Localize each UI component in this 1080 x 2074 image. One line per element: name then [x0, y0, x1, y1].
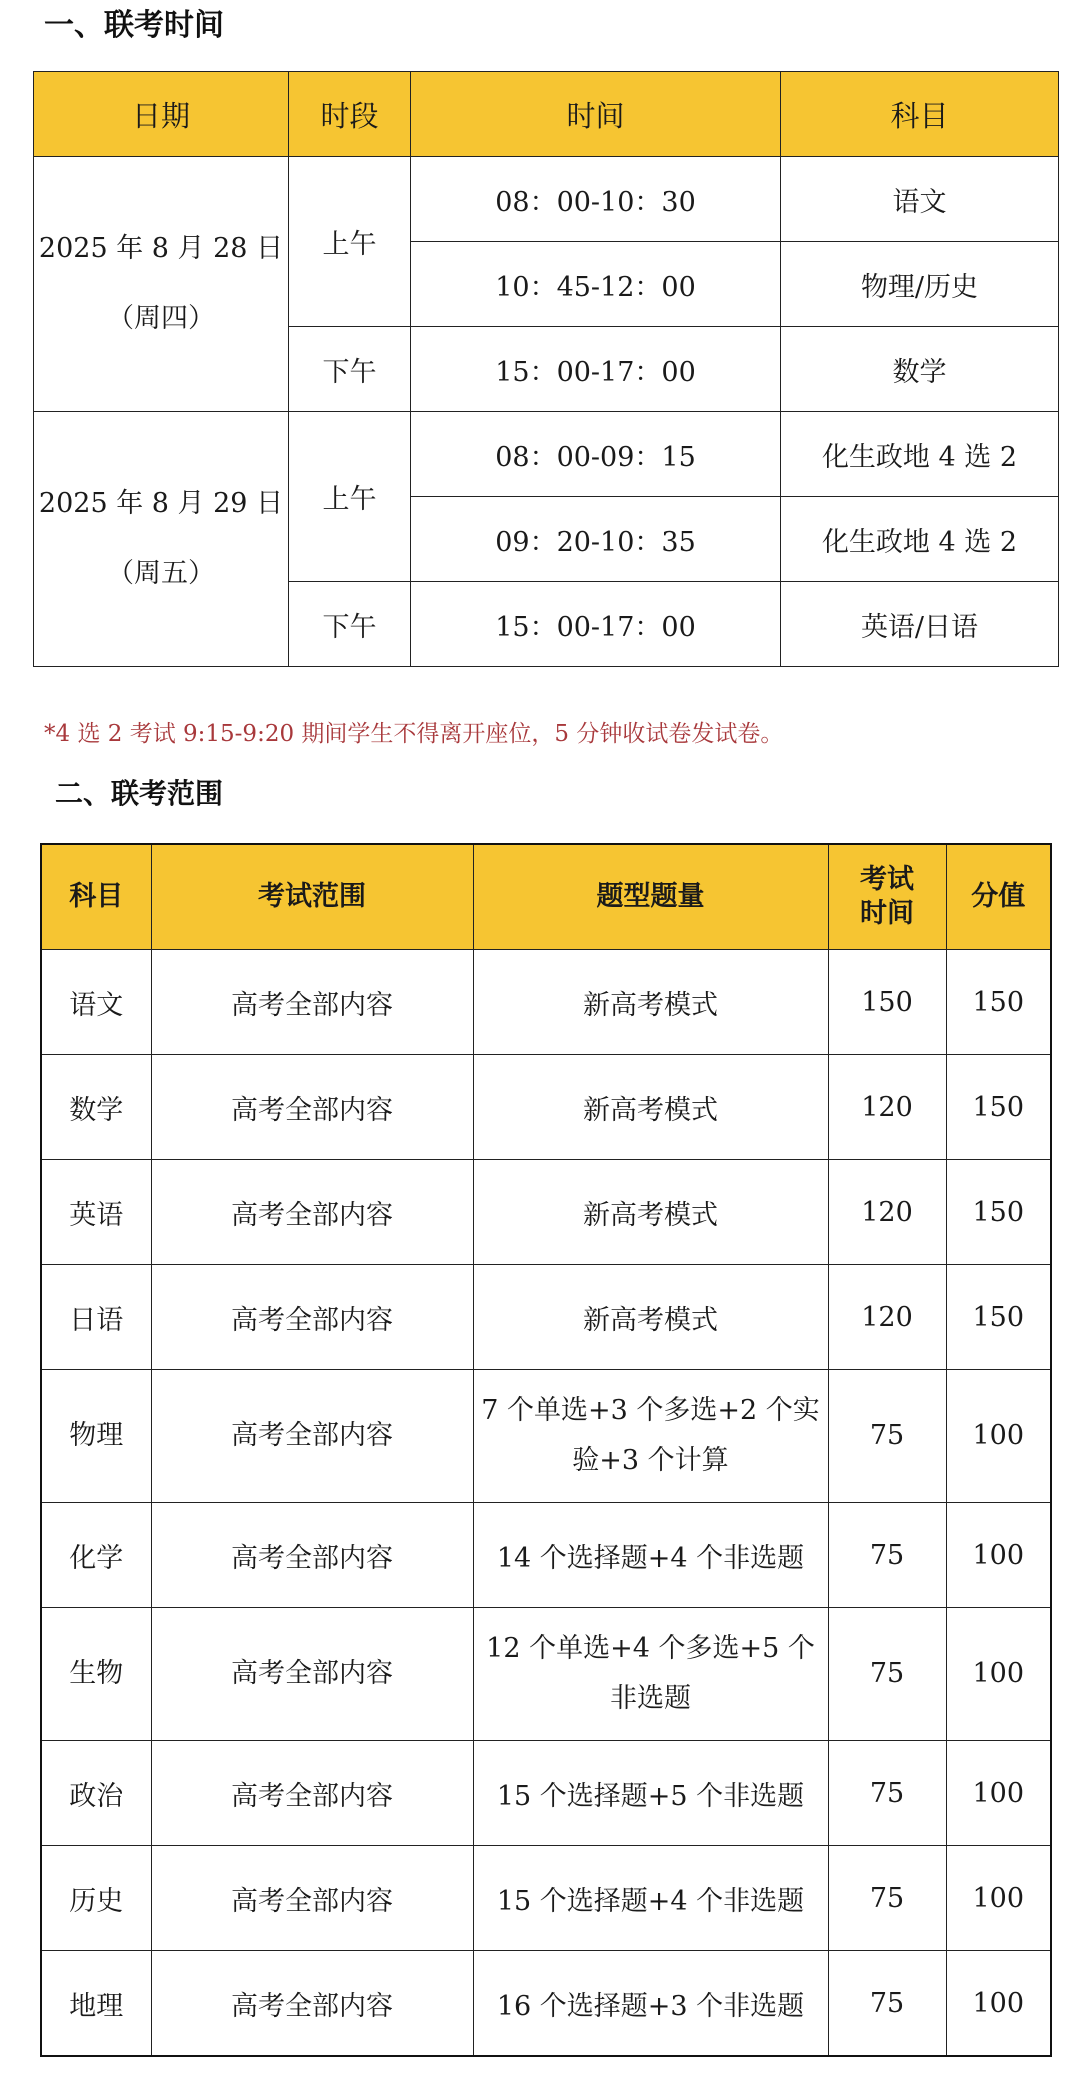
subject-cell: 物理/历史 — [781, 242, 1059, 327]
score-cell: 100 — [946, 1370, 1051, 1503]
time-cell: 120 — [828, 1160, 946, 1265]
time-cell: 75 — [828, 1846, 946, 1951]
header-exam-time-line2: 时间 — [860, 898, 914, 929]
section-title-exam-scope: 二、联考范围 — [55, 777, 224, 810]
time-cell: 15：00-17：00 — [411, 582, 781, 667]
type-cell — [473, 1608, 828, 1741]
exam-schedule-table — [33, 71, 1059, 667]
header-score: 分值 — [946, 844, 1051, 950]
score-cell: 150 — [946, 950, 1051, 1055]
date-text: 2025 年 8 月 29 日 — [38, 488, 284, 519]
time-cell: 15：00-17：00 — [411, 327, 781, 412]
range-cell: 高考全部内容 — [151, 1503, 473, 1608]
table-row — [34, 157, 1059, 242]
range-cell: 高考全部内容 — [151, 1608, 473, 1741]
table-row — [41, 1503, 1051, 1608]
range-cell: 高考全部内容 — [151, 1265, 473, 1370]
weekday-text: （周五） — [107, 558, 215, 589]
type-cell: 15 个选择题+5 个非选题 — [473, 1741, 828, 1846]
table-header-row — [41, 844, 1051, 950]
subject-cell: 化生政地 4 选 2 — [781, 497, 1059, 582]
subject-cell: 数学 — [41, 1055, 151, 1160]
subject-cell: 历史 — [41, 1846, 151, 1951]
time-cell: 75 — [828, 1503, 946, 1608]
range-cell: 高考全部内容 — [151, 1741, 473, 1846]
subject-cell: 物理 — [41, 1370, 151, 1503]
period-cell: 下午 — [289, 327, 411, 412]
score-cell: 100 — [946, 1951, 1051, 2057]
table-row — [41, 1265, 1051, 1370]
table-row — [41, 1608, 1051, 1741]
type-line1: 12 个单选+4 个多选+5 个 — [486, 1633, 815, 1664]
header-subject: 科目 — [41, 844, 151, 950]
time-cell: 10：45-12：00 — [411, 242, 781, 327]
time-cell: 08：00-09：15 — [411, 412, 781, 497]
range-cell: 高考全部内容 — [151, 1370, 473, 1503]
range-cell: 高考全部内容 — [151, 1160, 473, 1265]
table-row — [34, 412, 1059, 497]
weekday-text: （周四） — [107, 303, 215, 334]
type-line2: 验+3 个计算 — [572, 1445, 729, 1476]
score-cell: 150 — [946, 1265, 1051, 1370]
table-row — [41, 1160, 1051, 1265]
type-line1: 7 个单选+3 个多选+2 个实 — [481, 1395, 820, 1426]
header-range: 考试范围 — [151, 844, 473, 950]
subject-cell: 语文 — [41, 950, 151, 1055]
subject-cell: 日语 — [41, 1265, 151, 1370]
type-cell — [473, 1370, 828, 1503]
range-cell: 高考全部内容 — [151, 1055, 473, 1160]
table-row — [41, 1846, 1051, 1951]
section-title-exam-time: 一、联考时间 — [44, 8, 224, 43]
time-cell: 120 — [828, 1055, 946, 1160]
time-cell: 08：00-10：30 — [411, 157, 781, 242]
exam-note: *4 选 2 考试 9:15-9:20 期间学生不得离开座位，5 分钟收试卷发试卷。 — [44, 721, 784, 747]
time-cell: 75 — [828, 1370, 946, 1503]
time-cell: 75 — [828, 1741, 946, 1846]
header-time: 时间 — [411, 72, 781, 157]
period-cell: 上午 — [289, 157, 411, 327]
period-cell: 上午 — [289, 412, 411, 582]
score-cell: 100 — [946, 1741, 1051, 1846]
type-cell: 新高考模式 — [473, 950, 828, 1055]
subject-cell: 化生政地 4 选 2 — [781, 412, 1059, 497]
type-cell: 15 个选择题+4 个非选题 — [473, 1846, 828, 1951]
header-exam-time-line1: 考试 — [860, 864, 914, 895]
exam-scope-table — [40, 843, 1052, 2057]
table-row — [41, 1741, 1051, 1846]
range-cell: 高考全部内容 — [151, 1951, 473, 2057]
header-question-types: 题型题量 — [473, 844, 828, 950]
subject-cell: 英语/日语 — [781, 582, 1059, 667]
table-row — [41, 1055, 1051, 1160]
date-text: 2025 年 8 月 28 日 — [38, 233, 284, 264]
range-cell: 高考全部内容 — [151, 1846, 473, 1951]
subject-cell: 数学 — [781, 327, 1059, 412]
subject-cell: 地理 — [41, 1951, 151, 2057]
range-cell: 高考全部内容 — [151, 950, 473, 1055]
score-cell: 100 — [946, 1608, 1051, 1741]
subject-cell: 语文 — [781, 157, 1059, 242]
table-row — [41, 1370, 1051, 1503]
subject-cell: 英语 — [41, 1160, 151, 1265]
subject-cell: 政治 — [41, 1741, 151, 1846]
type-cell: 新高考模式 — [473, 1265, 828, 1370]
header-period: 时段 — [289, 72, 411, 157]
header-subject: 科目 — [781, 72, 1059, 157]
score-cell: 100 — [946, 1503, 1051, 1608]
date-cell — [34, 157, 289, 412]
time-cell: 120 — [828, 1265, 946, 1370]
type-cell: 新高考模式 — [473, 1160, 828, 1265]
time-cell: 09：20-10：35 — [411, 497, 781, 582]
header-date: 日期 — [34, 72, 289, 157]
score-cell: 150 — [946, 1160, 1051, 1265]
score-cell: 150 — [946, 1055, 1051, 1160]
table-header-row — [34, 72, 1059, 157]
type-cell: 16 个选择题+3 个非选题 — [473, 1951, 828, 2057]
header-exam-time — [828, 844, 946, 950]
date-cell — [34, 412, 289, 667]
type-cell: 新高考模式 — [473, 1055, 828, 1160]
period-cell: 下午 — [289, 582, 411, 667]
table-row — [41, 950, 1051, 1055]
time-cell: 150 — [828, 950, 946, 1055]
type-line2: 非选题 — [610, 1683, 691, 1714]
table-row — [41, 1951, 1051, 2057]
score-cell: 100 — [946, 1846, 1051, 1951]
type-cell: 14 个选择题+4 个非选题 — [473, 1503, 828, 1608]
time-cell: 75 — [828, 1608, 946, 1741]
subject-cell: 生物 — [41, 1608, 151, 1741]
time-cell: 75 — [828, 1951, 946, 2057]
subject-cell: 化学 — [41, 1503, 151, 1608]
